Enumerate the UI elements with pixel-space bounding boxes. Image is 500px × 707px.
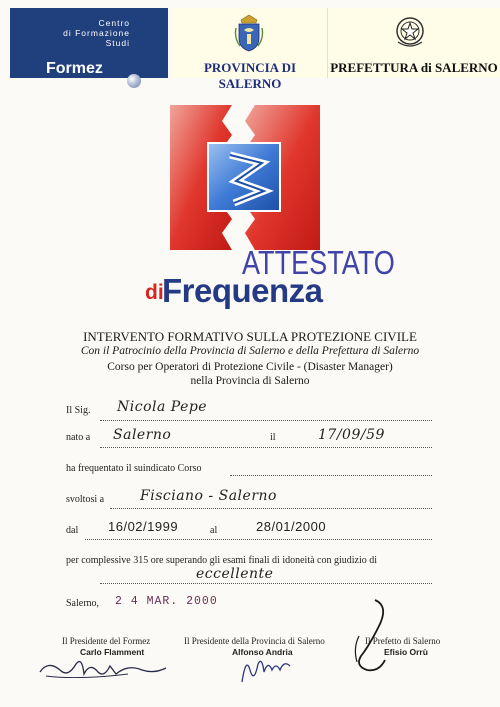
end-date-value: 28/01/2000 [256,519,327,534]
course-logo-icon [170,105,330,255]
prefetto-name: Efisio Orrù [384,647,428,657]
dates-line [85,539,432,540]
formez-president-name: Carlo Flamment [80,647,145,657]
prefetto-signature [345,596,395,676]
provincia-crest-icon [234,14,264,52]
birth-line [100,447,432,448]
complessive-text: per complessive 315 ore superando gli esami finali di idoneità con giudizio di [66,555,378,566]
date-stamp: 2 4 MAR. 2000 [115,595,218,608]
name-line [100,420,432,421]
sig-label: Il Sig. [66,405,91,416]
provincia-logo [172,8,328,91]
venue-line [110,508,432,509]
header-logos [0,0,500,91]
provincia-president-name: Alfonso Andria [232,647,293,657]
title-attestato: ATTESTATO [242,244,395,281]
svoltosi-label: svoltosi a [66,494,105,505]
formez-president-title: Il Presidente del Formez [62,636,151,646]
frequentato-line [230,475,432,476]
course-heading: INTERVENTO FORMATIVO SULLA PROTEZIONE CIVILE [83,329,417,344]
patronage-text: Con il Patrocinio della Provincia di Salerno e della Prefettura di Salerno [80,345,420,357]
formez-sphere-icon [127,74,141,88]
recipient-name: Nicola Pepe [117,399,208,415]
formez-signature [38,652,168,682]
provincia-president-title: Il Presidente della Provincia di Salerno [184,636,325,646]
il-label: il [270,432,276,443]
nato-label: nato a [66,432,91,443]
course-location: nella Provincia di Salerno [190,375,310,387]
prefettura-name: PREFETTURA di SALERNO [330,60,498,75]
prefettura-logo [328,8,500,78]
judgment-line [100,583,432,584]
prefetto-title: Il Prefetto di Salerno [365,636,441,646]
al-label: al [210,525,218,536]
title-frequenza: Frequenza [162,272,323,309]
venue-value: Fisciano - Salerno [140,488,277,504]
judgment-value: eccellente [196,566,274,582]
formez-name: Formez [46,60,103,77]
formez-logo [10,8,168,78]
dal-label: dal [66,525,79,536]
provincia-signature [236,652,296,688]
birthplace-value: Salerno [113,427,172,443]
place-label: Salerno, [66,598,100,609]
birthdate-value: 17/09/59 [318,427,385,443]
start-date-value: 16/02/1999 [108,519,179,534]
provincia-name: PROVINCIA DI SALERNO [203,60,297,91]
italian-republic-emblem-icon [392,14,428,50]
frequentato-text: ha frequentato il suindicato Corso [66,463,202,474]
formez-centro-text: Centro di Formazione Studi [63,18,130,48]
title-di: di [145,281,164,304]
course-name: Corso per Operatori di Protezione Civile - (Disaster Manager) [107,361,393,373]
